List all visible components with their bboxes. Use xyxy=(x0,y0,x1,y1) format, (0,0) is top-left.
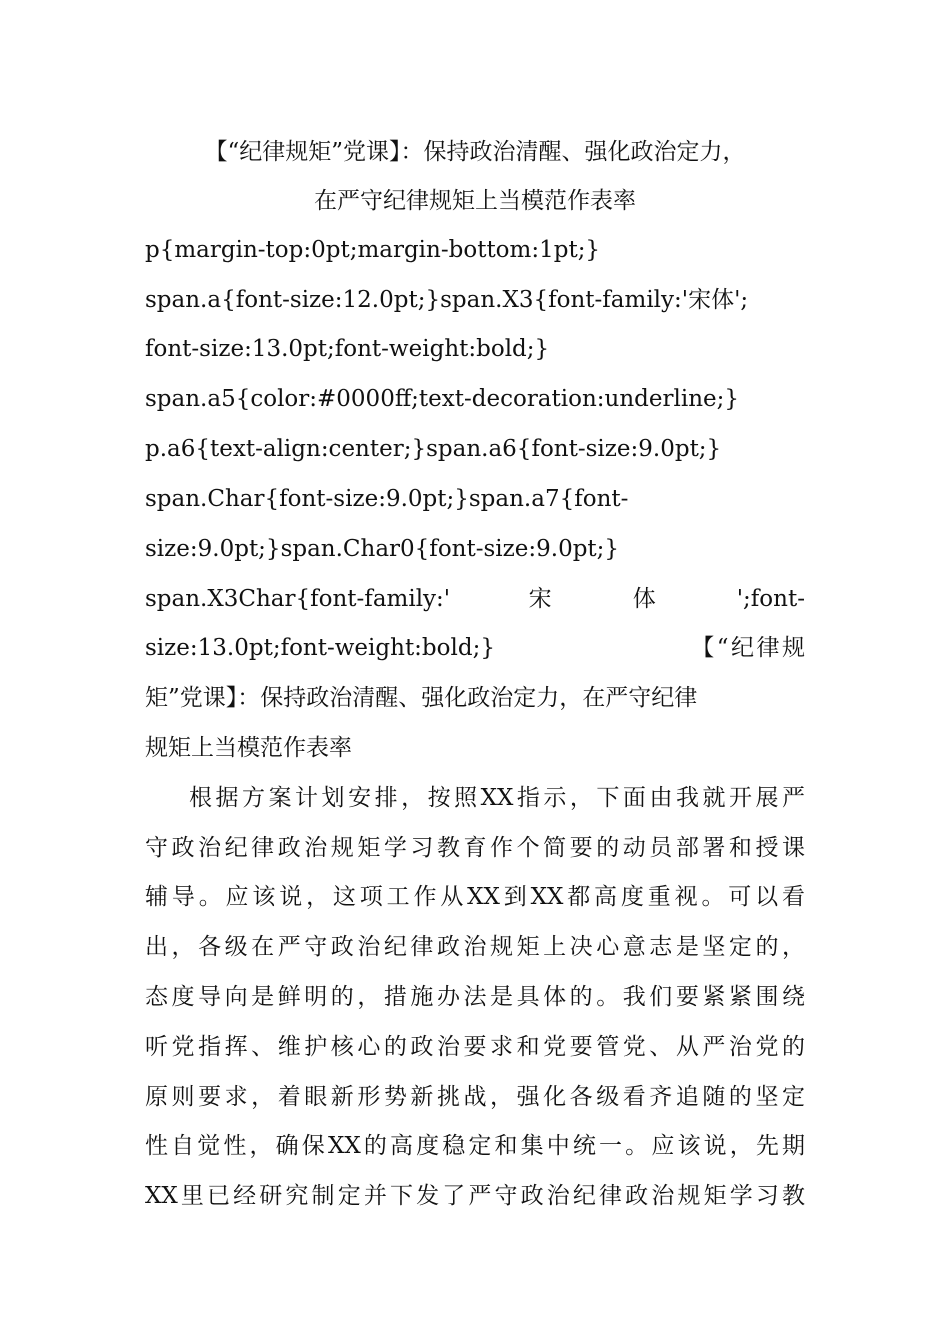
css-text-line: size:9.0pt;}span.Char0{font-size:9.0pt;} xyxy=(145,536,620,562)
paragraph-line: 出，各级在严守政治纪律政治规矩上决心意志是坚定的， xyxy=(145,934,805,960)
css-text-line: span.a{font-size:12.0pt;}span.X3{font-family:'宋体'; xyxy=(145,287,749,313)
document-title-line-2: 在严守纪律规矩上当模范作表率 xyxy=(314,188,636,214)
paragraph-line: 原则要求，着眼新形势新挑战，强化各级看齐追随的坚定 xyxy=(145,1084,805,1110)
css-text-line: span.Char{font-size:9.0pt;}span.a7{font- xyxy=(145,486,629,512)
css-text-line: 规矩上当模范作表率 xyxy=(145,735,352,761)
css-text-line: 矩”党课】：保持政治清醒、强化政治定力，在严守纪律 xyxy=(145,685,698,711)
css-text-line: size:13.0pt;font-weight:bold;} 【“纪律规 xyxy=(145,635,805,661)
css-text-line: span.X3Char{font-family:' 宋 体 ';font- xyxy=(145,586,805,612)
css-text-line: p{margin-top:0pt;margin-bottom:1pt;} xyxy=(145,237,601,263)
css-text-line: p.a6{text-align:center;}span.a6{font-size:9.0pt;} xyxy=(145,436,722,462)
paragraph-line: 辅导。应该说，这项工作从XX到XX都高度重视。可以看 xyxy=(145,884,805,910)
css-text-line: font-size:13.0pt;font-weight:bold;} xyxy=(145,336,550,362)
paragraph-line: 性自觉性，确保XX的高度稳定和集中统一。应该说，先期 xyxy=(145,1133,805,1159)
paragraph-line: XX里已经研究制定并下发了严守政治纪律政治规矩学习教 xyxy=(145,1183,805,1209)
css-text-line: span.a5{color:#0000ff;text-decoration:underline;} xyxy=(145,386,740,412)
paragraph-line: 守政治纪律政治规矩学习教育作个简要的动员部署和授课 xyxy=(145,835,805,861)
document-title-line-1: 【“纪律规矩”党课】：保持政治清醒、强化政治定力， xyxy=(204,139,746,165)
paragraph-line: 根据方案计划安排，按照XX指示，下面由我就开展严 xyxy=(189,785,805,811)
paragraph-line: 听党指挥、维护核心的政治要求和党要管党、从严治党的 xyxy=(145,1034,805,1060)
paragraph-line: 态度导向是鲜明的，措施办法是具体的。我们要紧紧围绕 xyxy=(145,984,805,1010)
